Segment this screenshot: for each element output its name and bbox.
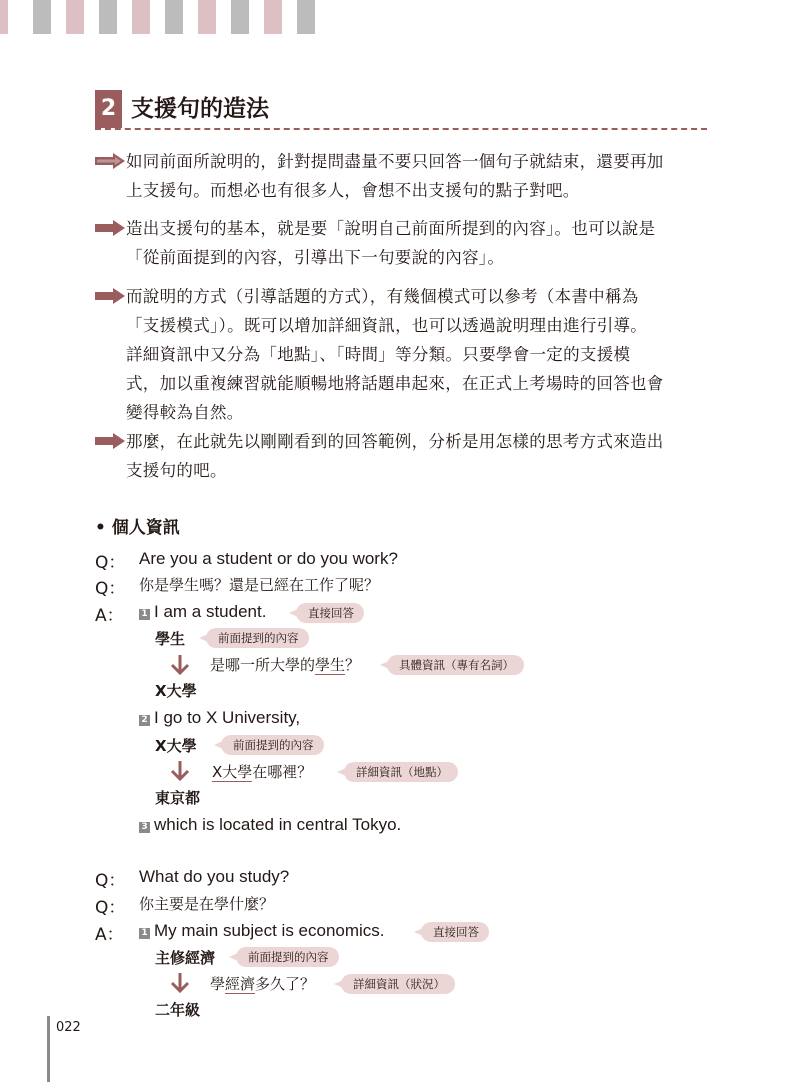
number-box-icon: 1 [139, 609, 150, 620]
a-label: A： [95, 925, 124, 945]
answer-text: I am a student. [154, 602, 267, 621]
underlined-keyword: X大學 [212, 763, 253, 781]
paragraph [95, 427, 715, 485]
q-label: Q： [95, 871, 126, 891]
support-question-text: ？ [345, 656, 361, 674]
q-label: Q： [95, 553, 126, 573]
underlined-keyword: 經濟 [225, 975, 256, 993]
decor-block [132, 0, 150, 34]
annotation-tag: 詳細資訊（地點） [344, 762, 458, 782]
decor-block [198, 0, 216, 34]
answer-line [139, 601, 266, 623]
paragraph-text [95, 147, 715, 205]
down-arrow-icon [169, 972, 191, 994]
q-label: Q： [95, 898, 126, 918]
right-arrow-icon [95, 220, 125, 236]
decor-block [33, 0, 51, 34]
paragraph-line: 「支援模式」）。既可以增加詳細資訊，也可以透過說明理由進行引導。 [126, 316, 648, 335]
keyword: 主修經濟 [155, 949, 216, 967]
annotation-tag: 前面提到的內容 [206, 628, 309, 648]
section-number: 2 [95, 90, 122, 128]
support-question [210, 973, 315, 995]
keyword: 學生 [155, 630, 186, 648]
support-question [210, 654, 360, 676]
answer-line [139, 920, 385, 942]
paragraph-line: 式，加以重複練習就能順暢地將話題串起來，在正式上考場時的回答也會 [126, 374, 664, 393]
section-title: 支援句的造法 [131, 96, 269, 122]
answer-line [139, 707, 300, 729]
answer-line [139, 814, 401, 836]
answer-text: which is located in central Tokyo. [154, 815, 402, 834]
question-en: What do you study? [139, 867, 290, 886]
decor-block [231, 0, 249, 34]
support-question-text: 是哪一所大學的 [210, 656, 316, 674]
paragraph-text [95, 282, 715, 427]
annotation-tag: 前面提到的內容 [236, 947, 339, 967]
decor-block [297, 0, 315, 34]
right-arrow-icon [95, 433, 125, 449]
support-question-text: 多久了？ [255, 975, 316, 993]
paragraph [95, 147, 715, 205]
annotation-tag: 前面提到的內容 [221, 735, 324, 755]
decor-block [165, 0, 183, 34]
question-en: Are you a student or do you work? [139, 549, 398, 568]
section-heading [95, 90, 707, 132]
paragraph-line: 上支援句。而想必也有很多人，會想不出支援句的點子對吧。 [126, 181, 580, 200]
annotation-tag: 直接回答 [296, 603, 364, 623]
question-zh: 你是學生嗎？還是已經在工作了呢？ [139, 576, 380, 594]
support-question [212, 761, 312, 783]
support-question-text: 在哪裡？ [252, 763, 313, 781]
paragraph-line: 變得較為自然。 [126, 403, 244, 422]
paragraph-text [95, 427, 715, 485]
page-number: 022 [56, 1020, 81, 1035]
question-zh: 你主要是在學什麼？ [139, 895, 275, 913]
decor-block [99, 0, 117, 34]
page-number-bar [47, 1016, 50, 1082]
answer-text: My main subject is economics. [154, 921, 385, 940]
right-arrow-icon [95, 153, 125, 169]
number-box-icon: 3 [139, 822, 150, 833]
number-box-icon: 1 [139, 928, 150, 939]
paragraph-line: 造出支援句的基本，就是要「說明自己前面所提到的內容」。也可以說是 [126, 219, 656, 238]
paragraph [95, 282, 715, 427]
paragraph-line: 支援句的吧。 [126, 461, 227, 480]
annotation-tag: 具體資訊（專有名詞） [387, 655, 524, 675]
decor-block [66, 0, 84, 34]
heading-divider [95, 128, 707, 130]
top-decor-bar [0, 0, 330, 34]
right-arrow-icon [95, 288, 125, 304]
support-question-text: 學 [210, 975, 226, 993]
decor-block [0, 0, 8, 34]
subsection-title: • 個人資訊 [95, 518, 180, 538]
keyword: X大學 [155, 682, 197, 700]
down-arrow-icon [169, 760, 191, 782]
paragraph-line: 而說明的方式（引導話題的方式），有幾個模式可以參考（本書中稱為 [126, 287, 639, 306]
paragraph-line: 詳細資訊中又分為「地點」、「時間」等分類。只要學會一定的支援模 [126, 345, 631, 364]
annotation-tag: 直接回答 [421, 922, 489, 942]
number-box-icon: 2 [139, 715, 150, 726]
down-arrow-icon [169, 654, 191, 676]
keyword: 東京都 [155, 789, 201, 807]
q-label: Q： [95, 579, 126, 599]
paragraph-line: 「從前面提到的內容，引導出下一句要說的內容」。 [126, 248, 505, 267]
paragraph [95, 214, 715, 272]
a-label: A： [95, 606, 124, 626]
annotation-tag: 詳細資訊（狀況） [341, 974, 455, 994]
decor-block [264, 0, 282, 34]
underlined-keyword: 學生 [315, 656, 346, 674]
answer-text: I go to X University, [154, 708, 301, 727]
paragraph-line: 如同前面所說明的，針對提問盡量不要只回答一個句子就結束，還要再加 [126, 152, 664, 171]
paragraph-line: 那麼，在此就先以剛剛看到的回答範例，分析是用怎樣的思考方式來造出 [126, 432, 664, 451]
keyword: 二年級 [155, 1001, 201, 1019]
paragraph-text [95, 214, 715, 272]
keyword: X大學 [155, 737, 197, 755]
